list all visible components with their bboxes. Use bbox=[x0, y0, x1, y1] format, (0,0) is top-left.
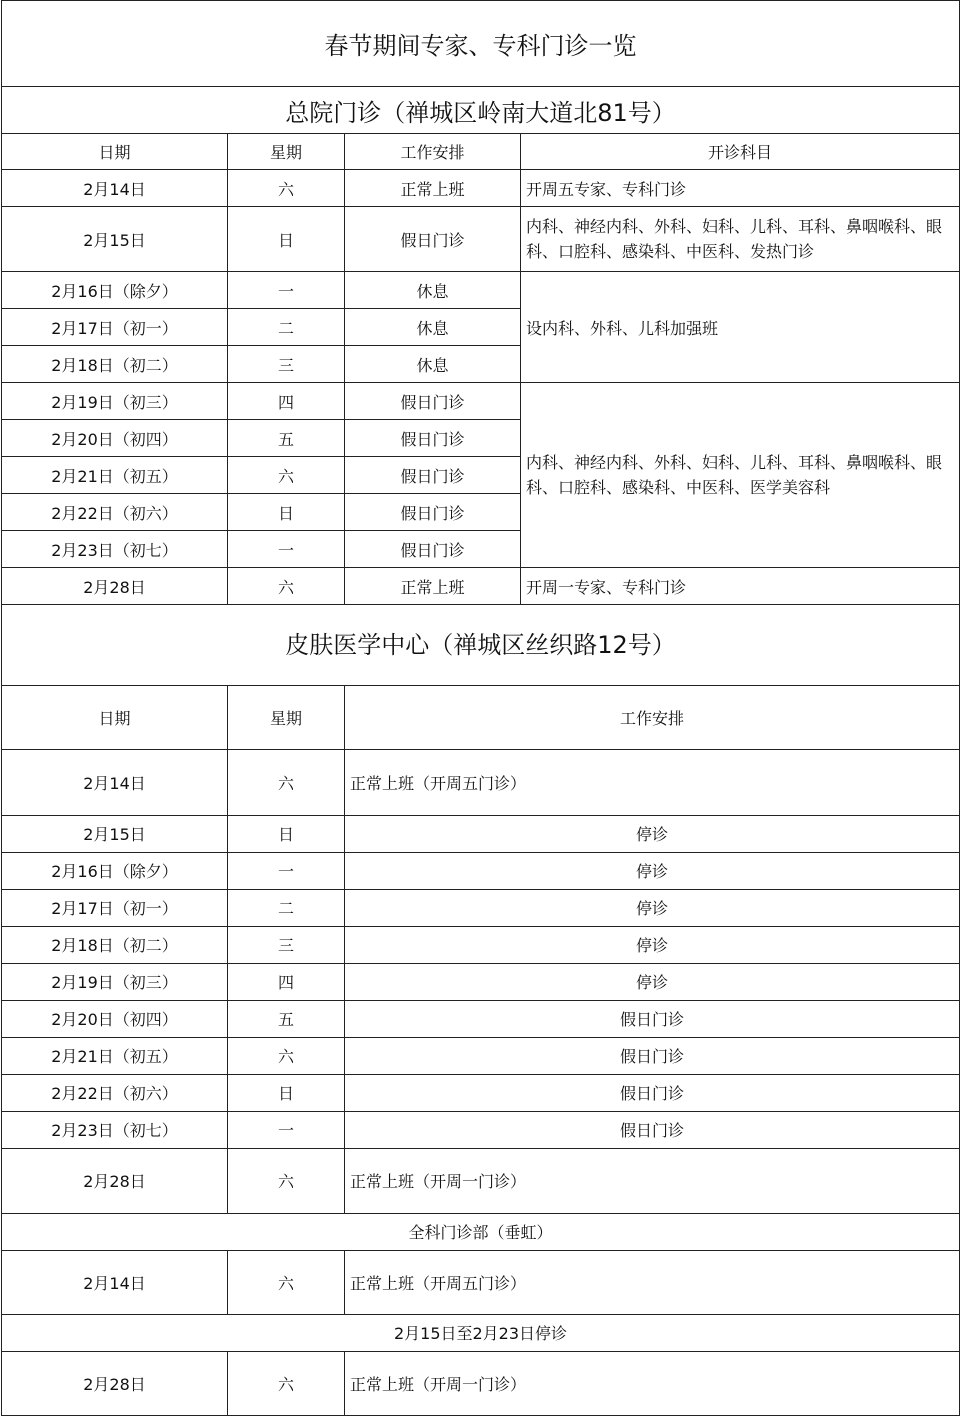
date-cell: 2月22日（初六） bbox=[2, 1074, 228, 1111]
weekday-cell: 二 bbox=[228, 309, 345, 346]
date-cell: 2月18日（初二） bbox=[2, 346, 228, 383]
date-cell: 2月14日 bbox=[2, 170, 228, 207]
date-cell: 2月23日（初七） bbox=[2, 1111, 228, 1148]
date-cell: 2月19日（初三） bbox=[2, 963, 228, 1000]
arrangement-cell: 假日门诊 bbox=[345, 383, 521, 420]
arrangement-cell: 假日门诊 bbox=[345, 494, 521, 531]
date-cell: 2月16日（除夕） bbox=[2, 852, 228, 889]
table-row bbox=[2, 815, 960, 852]
weekday-cell: 六 bbox=[228, 457, 345, 494]
weekday-cell: 一 bbox=[228, 272, 345, 309]
table-row bbox=[2, 889, 960, 926]
weekday-cell: 四 bbox=[228, 963, 345, 1000]
weekday-cell: 六 bbox=[228, 1148, 345, 1213]
weekday-cell: 六 bbox=[228, 1250, 345, 1314]
general-clinic-heading: 全科门诊部（垂虹） bbox=[2, 1213, 960, 1250]
arrangement-cell: 正常上班（开周五门诊） bbox=[345, 749, 960, 815]
table-row bbox=[2, 1351, 960, 1415]
table-row bbox=[2, 170, 960, 207]
arrangement-cell: 正常上班（开周五门诊） bbox=[345, 1250, 960, 1314]
weekday-cell: 一 bbox=[228, 852, 345, 889]
date-cell: 2月15日 bbox=[2, 815, 228, 852]
weekday-cell: 日 bbox=[228, 494, 345, 531]
date-cell: 2月15日 bbox=[2, 207, 228, 272]
date-cell: 2月21日（初五） bbox=[2, 457, 228, 494]
departments-cell: 开周五专家、专科门诊 bbox=[521, 170, 960, 207]
column-header-arrangement: 工作安排 bbox=[345, 685, 960, 749]
departments-merged-cell: 内科、神经内科、外科、妇科、儿科、耳科、鼻咽喉科、眼科、口腔科、感染科、中医科、医学美容科 bbox=[521, 383, 960, 568]
date-cell: 2月28日 bbox=[2, 1148, 228, 1213]
main-hospital-heading: 总院门诊（禅城区岭南大道北81号） bbox=[2, 87, 960, 134]
date-cell: 2月19日（初三） bbox=[2, 383, 228, 420]
table-row bbox=[2, 852, 960, 889]
weekday-cell: 二 bbox=[228, 889, 345, 926]
date-cell: 2月23日（初七） bbox=[2, 531, 228, 568]
date-cell: 2月22日（初六） bbox=[2, 494, 228, 531]
table-row bbox=[2, 1000, 960, 1037]
header-row bbox=[2, 134, 960, 170]
weekday-cell: 三 bbox=[228, 926, 345, 963]
table-row bbox=[2, 568, 960, 605]
arrangement-cell: 假日门诊 bbox=[345, 1074, 960, 1111]
arrangement-cell: 假日门诊 bbox=[345, 1037, 960, 1074]
weekday-cell: 五 bbox=[228, 1000, 345, 1037]
date-cell: 2月17日（初一） bbox=[2, 309, 228, 346]
arrangement-cell: 假日门诊 bbox=[345, 1000, 960, 1037]
date-cell: 2月17日（初一） bbox=[2, 889, 228, 926]
derm-center-heading: 皮肤医学中心（禅城区丝织路12号） bbox=[2, 600, 960, 685]
weekday-cell: 四 bbox=[228, 383, 345, 420]
arrangement-cell: 正常上班 bbox=[345, 170, 521, 207]
arrangement-cell: 假日门诊 bbox=[345, 457, 521, 494]
date-cell: 2月14日 bbox=[2, 749, 228, 815]
arrangement-cell: 休息 bbox=[345, 272, 521, 309]
weekday-cell: 六 bbox=[228, 568, 345, 605]
arrangement-cell: 假日门诊 bbox=[345, 207, 521, 272]
date-cell: 2月16日（除夕） bbox=[2, 272, 228, 309]
closed-period-note: 2月15日至2月23日停诊 bbox=[2, 1314, 960, 1351]
arrangement-cell: 假日门诊 bbox=[345, 531, 521, 568]
table-row bbox=[2, 1111, 960, 1148]
date-cell: 2月28日 bbox=[2, 1351, 228, 1415]
weekday-cell: 六 bbox=[228, 1037, 345, 1074]
weekday-cell: 五 bbox=[228, 420, 345, 457]
arrangement-cell: 停诊 bbox=[345, 889, 960, 926]
column-header-date: 日期 bbox=[2, 134, 228, 170]
weekday-cell: 日 bbox=[228, 207, 345, 272]
date-cell: 2月21日（初五） bbox=[2, 1037, 228, 1074]
weekday-cell: 一 bbox=[228, 531, 345, 568]
departments-cell: 内科、神经内科、外科、妇科、儿科、耳科、鼻咽喉科、眼科、口腔科、感染科、中医科、发热门诊 bbox=[521, 207, 960, 272]
table-row bbox=[2, 1037, 960, 1074]
weekday-cell: 日 bbox=[228, 815, 345, 852]
weekday-cell: 一 bbox=[228, 1111, 345, 1148]
weekday-cell: 六 bbox=[228, 170, 345, 207]
column-header-date: 日期 bbox=[2, 685, 228, 749]
column-header-departments: 开诊科目 bbox=[521, 134, 960, 170]
column-header-weekday: 星期 bbox=[228, 134, 345, 170]
header-row bbox=[2, 685, 960, 749]
date-cell: 2月20日（初四） bbox=[2, 1000, 228, 1037]
table-row bbox=[2, 1148, 960, 1213]
table-row bbox=[2, 383, 960, 420]
table-row bbox=[2, 749, 960, 815]
table-row bbox=[2, 1074, 960, 1111]
weekday-cell: 六 bbox=[228, 1351, 345, 1415]
arrangement-cell: 停诊 bbox=[345, 852, 960, 889]
departments-merged-cell: 设内科、外科、儿科加强班 bbox=[521, 272, 960, 383]
arrangement-cell: 休息 bbox=[345, 309, 521, 346]
date-cell: 2月14日 bbox=[2, 1250, 228, 1314]
table-row bbox=[2, 926, 960, 963]
arrangement-cell: 假日门诊 bbox=[345, 1111, 960, 1148]
derm-center-table bbox=[1, 600, 960, 1416]
column-header-weekday: 星期 bbox=[228, 685, 345, 749]
weekday-cell: 三 bbox=[228, 346, 345, 383]
table-row bbox=[2, 272, 960, 309]
table-row bbox=[2, 963, 960, 1000]
date-cell: 2月20日（初四） bbox=[2, 420, 228, 457]
arrangement-cell: 正常上班 bbox=[345, 568, 521, 605]
table-row bbox=[2, 1250, 960, 1314]
arrangement-cell: 正常上班（开周一门诊） bbox=[345, 1351, 960, 1415]
weekday-cell: 六 bbox=[228, 749, 345, 815]
arrangement-cell: 休息 bbox=[345, 346, 521, 383]
date-cell: 2月28日 bbox=[2, 568, 228, 605]
page-title: 春节期间专家、专科门诊一览 bbox=[2, 1, 960, 87]
arrangement-cell: 正常上班（开周一门诊） bbox=[345, 1148, 960, 1213]
date-cell: 2月18日（初二） bbox=[2, 926, 228, 963]
table-row bbox=[2, 207, 960, 272]
arrangement-cell: 假日门诊 bbox=[345, 420, 521, 457]
arrangement-cell: 停诊 bbox=[345, 926, 960, 963]
column-header-arrangement: 工作安排 bbox=[345, 134, 521, 170]
departments-cell: 开周一专家、专科门诊 bbox=[521, 568, 960, 605]
arrangement-cell: 停诊 bbox=[345, 815, 960, 852]
main-hospital-table bbox=[1, 0, 960, 605]
weekday-cell: 日 bbox=[228, 1074, 345, 1111]
arrangement-cell: 停诊 bbox=[345, 963, 960, 1000]
